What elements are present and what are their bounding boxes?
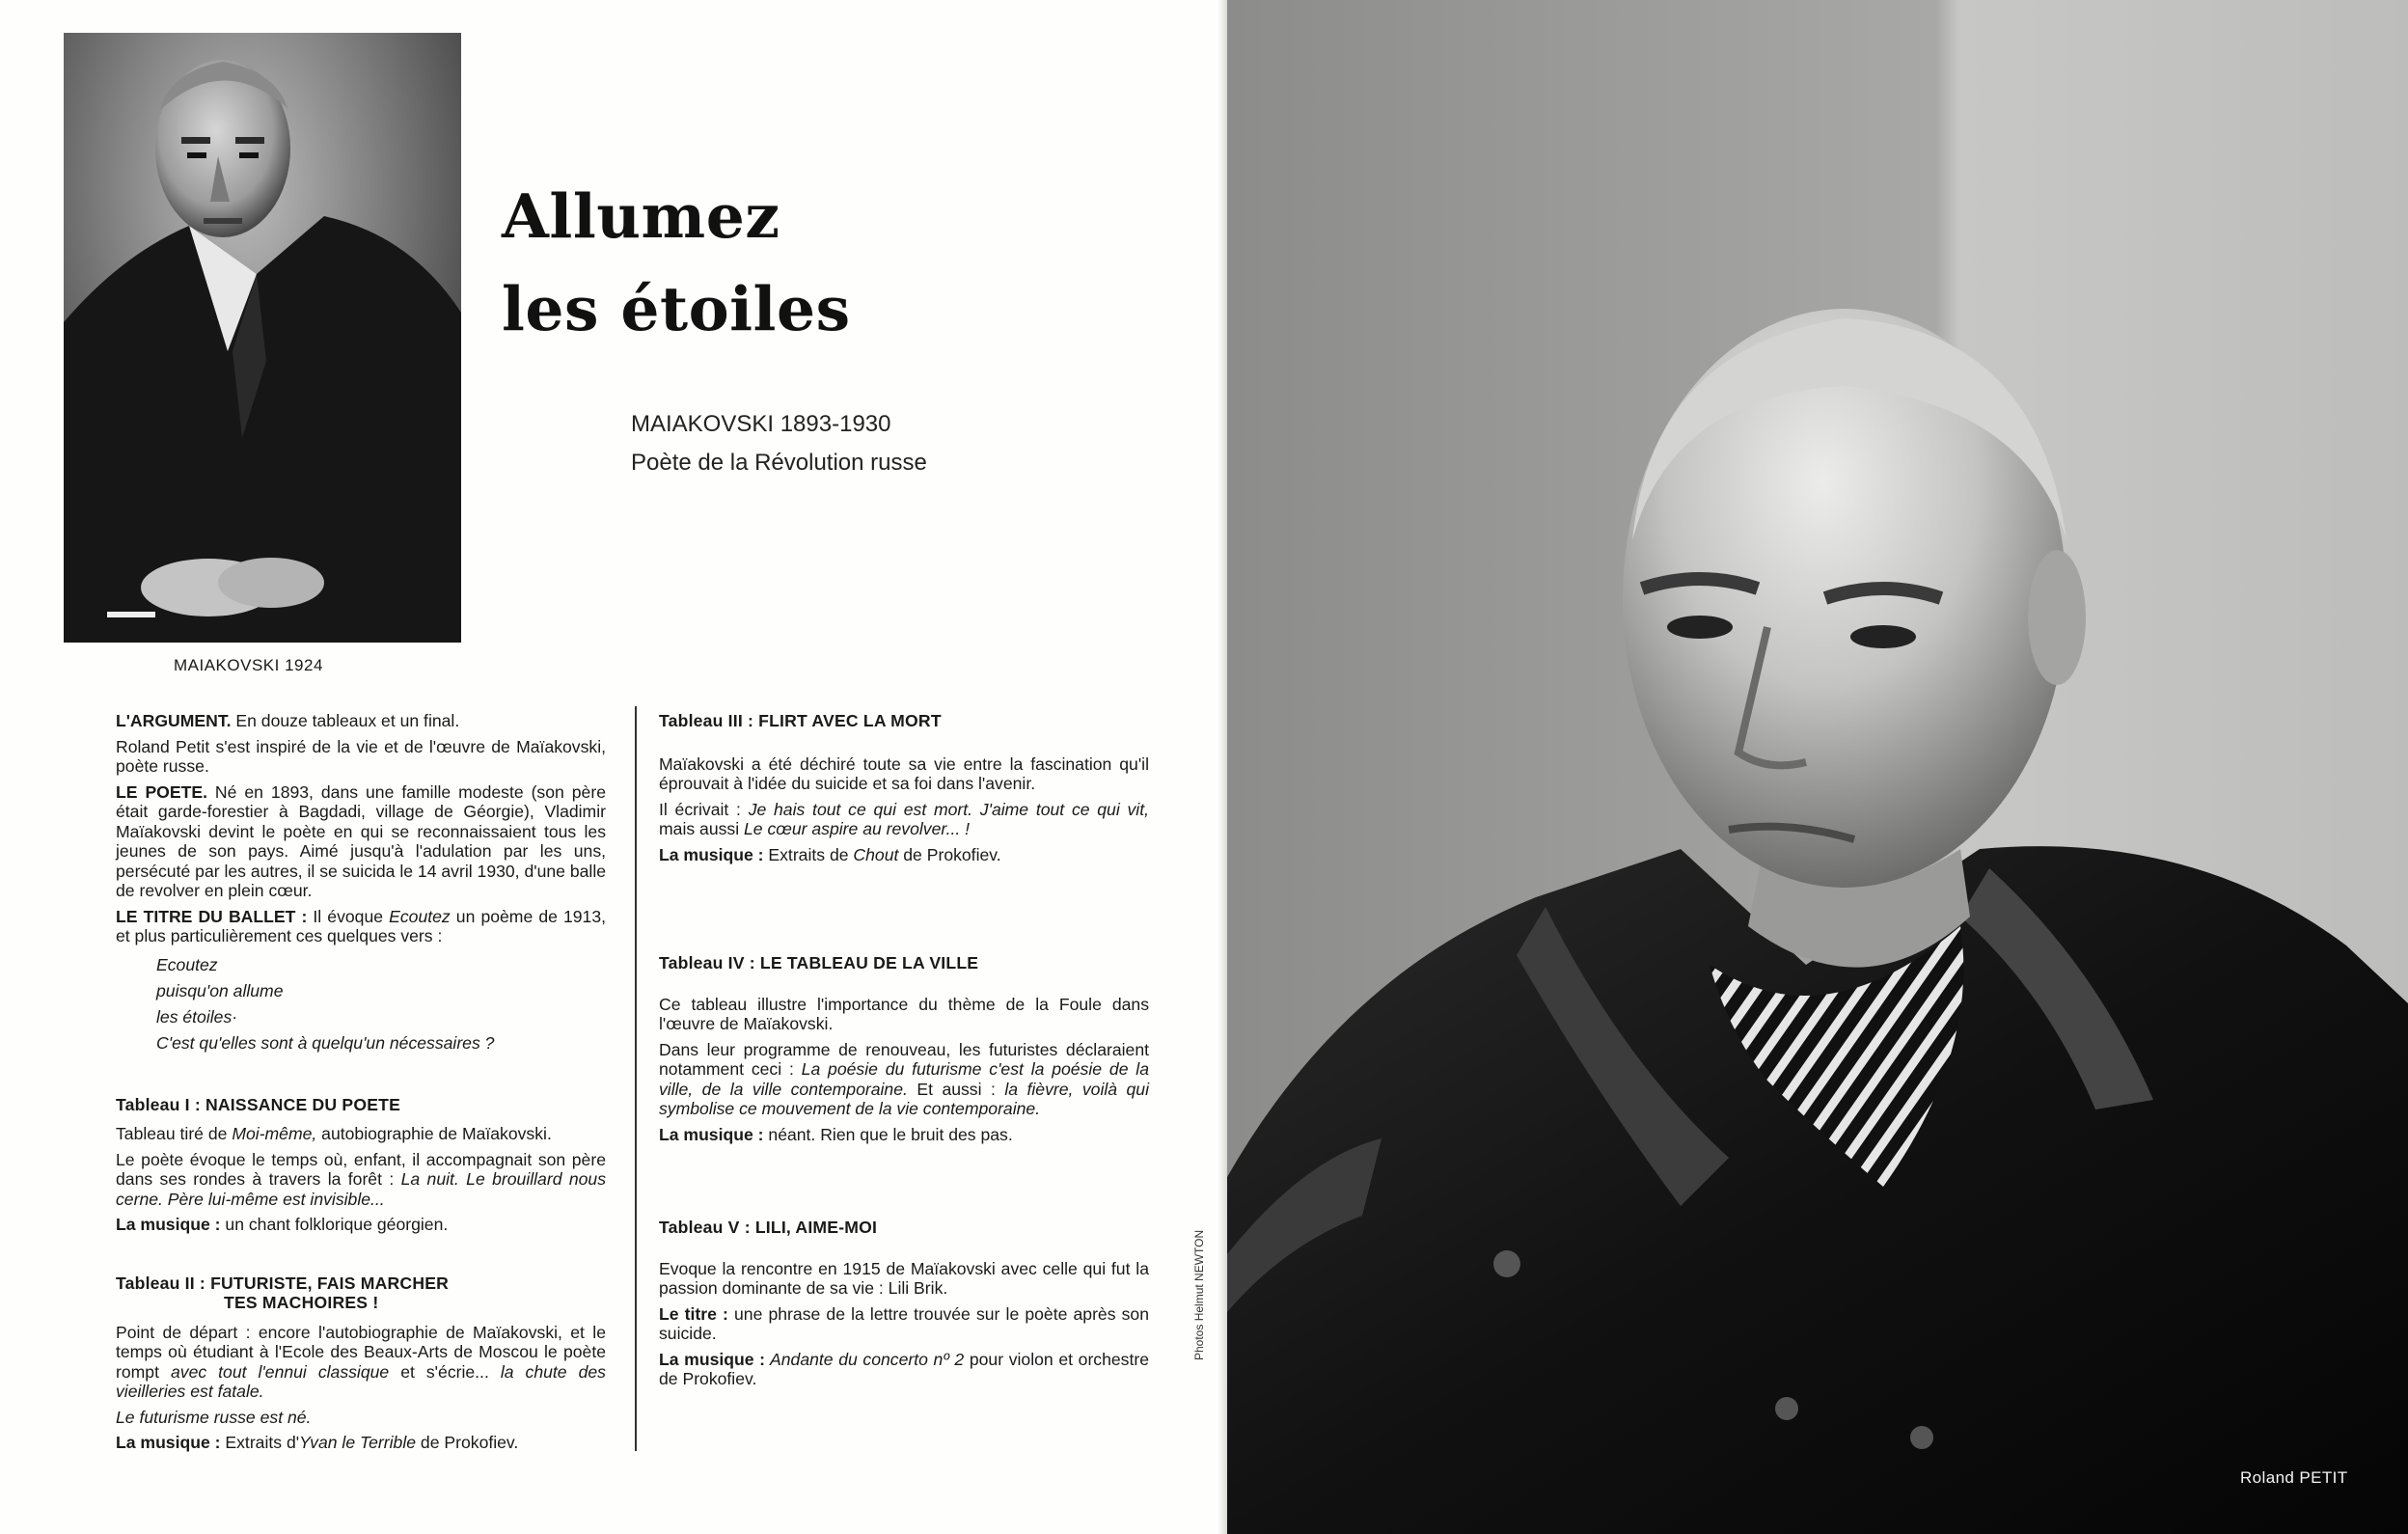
tableau-1-paragraph-2 <box>116 1150 606 1210</box>
titre-label: Le titre : <box>659 1303 728 1324</box>
tableau-5-heading: Tableau V : LILI, AIME-MOI <box>659 1218 878 1237</box>
tableau-2-paragraph-1 <box>116 1323 606 1402</box>
t2-p1-em2: la chute des vieilleries est fatale. <box>116 1361 606 1401</box>
t4-p2-em2: la fièvre, voilà qui symbolise ce mouvement de la vie contemporaine. <box>659 1079 1149 1118</box>
page-title <box>502 170 851 355</box>
t2-heading-line-2: TES MACHOIRES ! <box>224 1293 379 1312</box>
verse-line: les étoiles· <box>156 1006 238 1027</box>
tableau-1-heading: Tableau I : NAISSANCE DU POETE <box>116 1094 401 1114</box>
tableau-4-music <box>659 1125 1149 1145</box>
roland-petit-portrait-photo <box>1227 0 2408 1534</box>
tableau-3-paragraph-2 <box>659 800 1149 839</box>
t3-music-a: Extraits de <box>763 844 854 864</box>
music-label: La musique : <box>659 844 764 864</box>
tableau-2-heading <box>116 1274 606 1313</box>
titre-text-em: Ecoutez <box>389 906 451 926</box>
photo-caption: Roland PETIT <box>2240 1468 2348 1487</box>
t3-p2-em2: Le cœur aspire au revolver... ! <box>744 819 971 838</box>
tableau-3-paragraph-1: Maïakovski a été déchiré toute sa vie entre la fascination qu'il éprouvait à l'idée du suicide et sa foi dans l'avenir. <box>659 753 1149 793</box>
portrait-caption: MAIAKOVSKI 1924 <box>174 656 323 674</box>
verse-line: Ecoutez <box>156 954 218 974</box>
subtitle <box>631 405 927 482</box>
argument-label: L'ARGUMENT. <box>116 711 232 730</box>
t1-p1-b: autobiographie de Maïakovski. <box>316 1124 552 1143</box>
tableau-2-paragraph-2 <box>116 1408 606 1428</box>
titre-label: LE TITRE DU BALLET : <box>116 906 308 926</box>
verse-line: puisqu'on allume <box>156 980 284 1000</box>
t4-music-text: néant. Rien que le bruit des pas. <box>763 1124 1013 1144</box>
titre-text-a: Il évoque <box>307 906 390 926</box>
t5-music-b: pour violon et orchestre de Prokofiev. <box>659 1349 1149 1388</box>
poete-text: Né en 1893, dans une famille modeste (son père était garde-forestier à Bagdadi, village de Géorgie), Vladimir Maïakovski devint le poète en qui se reconnaissaient tous les jeunes de son pays. Aimé jusqu'à l'adulation par les uns, persécuté par les autres, il se suicida le 14 avril 1930, d'une balle de revolver en plein cœur. <box>116 781 607 900</box>
photo-credit: Photos Helmut NEWTON <box>1192 1229 1206 1360</box>
t2-music-b: de Prokofiev. <box>416 1433 519 1452</box>
tableau-5-titre <box>659 1304 1149 1344</box>
verse-block <box>156 952 606 1056</box>
tableau-5-music <box>659 1350 1149 1389</box>
verse-line: C'est qu'elles sont à quelqu'un nécessaires ? <box>156 1032 495 1053</box>
t2-p2: Le futurisme russe est né. <box>116 1407 312 1427</box>
t3-p2-b: mais aussi <box>659 819 744 838</box>
tableau-3-music <box>659 845 1149 865</box>
t1-p1-a: Tableau tiré de <box>116 1124 233 1143</box>
tableau-5-paragraph-1: Evoque la rencontre en 1915 de Maïakovski avec celle qui fut la passion dominante de sa vie : Lili Brik. <box>659 1258 1149 1298</box>
t2-heading-line-1: Tableau II : FUTURISTE, FAIS MARCHER <box>116 1273 450 1293</box>
subtitle-line-2: Poète de la Révolution russe <box>631 450 927 476</box>
tableau-1-music <box>116 1215 606 1235</box>
t1-p1-em: Moi-même, <box>232 1124 317 1143</box>
t5-titre-text: une phrase de la lettre trouvée sur le poète après son suicide. <box>659 1303 1149 1343</box>
music-label: La musique : <box>659 1349 766 1369</box>
titre-text-b: un poème de 1913, et plus particulièrement ces quelques vers : <box>116 906 607 945</box>
argument-paragraph <box>116 711 606 731</box>
t3-p2-em: Je hais tout ce qui est mort. J'aime tout ce qui vit, <box>748 799 1149 819</box>
column-divider <box>635 706 637 1451</box>
maiakovski-portrait-photo <box>64 33 461 643</box>
t2-music-a: Extraits d' <box>220 1433 300 1452</box>
title-line-2: les étoiles <box>502 273 851 344</box>
tableau-3-heading: Tableau III : FLIRT AVEC LA MORT <box>659 711 942 730</box>
title-line-1: Allumez <box>502 180 780 252</box>
t1-p2-em: La nuit. Le brouillard nous cerne. Père lui-même est invisible... <box>116 1169 606 1209</box>
tableau-4-heading: Tableau IV : LE TABLEAU DE LA VILLE <box>659 953 979 972</box>
t5-music-em: Andante du concerto nº 2 <box>765 1349 965 1369</box>
text-column-left <box>116 711 606 1459</box>
argument-paragraph-2: Roland Petit s'est inspiré de la vie et de l'œuvre de Maïakovski, poète russe. <box>116 736 606 776</box>
tableau-4-paragraph-2 <box>659 1040 1149 1119</box>
t2-p1-a: Point de départ : encore l'autobiographie de Maïakovski, et le temps où étudiant à l'Ecole des Beaux-Arts de Moscou le poète rompt <box>116 1322 606 1382</box>
poete-label: LE POETE. <box>116 781 207 802</box>
t4-p2-b: Et aussi : <box>907 1079 1005 1099</box>
t3-music-em: Chout <box>853 844 899 864</box>
text-column-right <box>659 711 1149 1395</box>
t2-music-em: Yvan le Terrible <box>299 1433 417 1452</box>
music-label: La musique : <box>659 1124 764 1144</box>
t2-p1-em: avec tout l'ennui classique <box>170 1361 390 1382</box>
t4-p2-a: Dans leur programme de renouveau, les futuristes déclaraient notamment ceci : <box>659 1039 1149 1079</box>
t3-p2-a: Il écrivait : <box>659 799 749 819</box>
t2-p1-b: et s'écrie... <box>389 1361 501 1382</box>
tableau-2-music <box>116 1433 606 1453</box>
poete-paragraph <box>116 782 606 901</box>
t4-p2-em: La poésie du futurisme c'est la poésie de la ville, de la ville contemporaine. <box>659 1059 1149 1099</box>
music-text: un chant folklorique géorgien. <box>220 1215 449 1234</box>
argument-text: En douze tableaux et un final. <box>231 711 460 730</box>
music-label: La musique : <box>116 1433 221 1452</box>
tableau-1-paragraph-1 <box>116 1124 606 1144</box>
t1-p2-a: Le poète évoque le temps où, enfant, il accompagnait son père dans ses rondes à travers la forêt : <box>116 1149 606 1189</box>
t3-music-b: de Prokofiev. <box>898 844 1001 864</box>
titre-paragraph <box>116 907 606 946</box>
subtitle-line-1: MAIAKOVSKI 1893-1930 <box>631 411 891 437</box>
tableau-4-paragraph-1: Ce tableau illustre l'importance du thème de la Foule dans l'œuvre de Maïakovski. <box>659 994 1149 1033</box>
music-label: La musique : <box>116 1215 221 1234</box>
